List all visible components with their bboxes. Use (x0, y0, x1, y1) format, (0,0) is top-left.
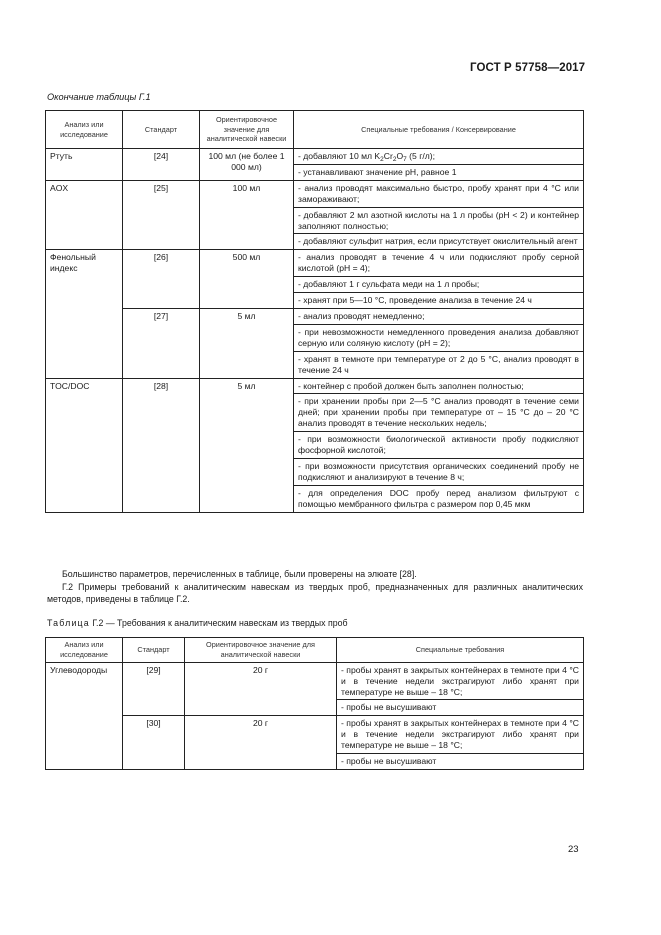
column-header-standard: Стандарт (123, 638, 185, 663)
column-header-requirements: Специальные требования (337, 638, 584, 663)
table-header-row (46, 111, 584, 149)
table1-caption: Окончание таблицы Г.1 (47, 92, 151, 102)
table-row (46, 180, 584, 250)
cell-value: 5 мл (200, 378, 294, 512)
document-code: ГОСТ Р 57758—2017 (470, 62, 586, 74)
requirement-item: - для определения DOC пробу перед анализом фильтруют с помощью мембранного фильтра с размером пор 0,45 мкм (294, 485, 583, 510)
table-g2 (45, 637, 584, 770)
paragraph-g2: Г.2 Примеры требований к аналитическим навескам из твердых проб, предназначенных для различных аналитических методов, приведены в таблице Г.2. (47, 582, 583, 604)
cell-requirements (337, 662, 584, 716)
requirement-item: - при возможности присутствия органических соединений пробу не подкисляют и анализируют в течение 8 ч; (294, 458, 583, 483)
table-header-row (46, 638, 584, 663)
table-row (46, 378, 584, 512)
cell-value: 5 мл (200, 308, 294, 378)
cell-requirements (294, 180, 584, 250)
formula-text: O (396, 151, 404, 161)
column-header-value: Ориентировочное значение для аналитической навески (185, 638, 337, 663)
table2-caption (47, 618, 348, 628)
requirement-item: - пробы хранят в закрытых контейнерах в темноте при 4 °С и в течение недели экстрагируют либо хранят при температуре не выше – 18 °С; (341, 664, 579, 697)
requirement-item: - анализ проводят в течение 4 ч или подкисляют пробу серной кислотой (рН = 4); (298, 252, 579, 274)
cell-requirements (294, 149, 584, 181)
column-header-standard: Стандарт (123, 111, 200, 149)
cell-analysis: AOX (46, 180, 123, 250)
table-row (46, 308, 584, 378)
cell-standard: [25] (123, 180, 200, 250)
cell-requirements (294, 308, 584, 378)
formula-text: Cr (383, 151, 393, 161)
cell-value: 20 г (185, 662, 337, 716)
requirement-item: - добавляют 2 мл азотной кислоты на 1 л пробы (рН < 2) и контейнер заполняют полностью; (294, 207, 583, 232)
requirement-item: - хранят в темноте при температуре от 2 до 5 °С, анализ проводят в течение 24 ч (294, 351, 583, 376)
cell-requirements (294, 250, 584, 309)
column-header-analysis: Анализ или исследование (46, 111, 123, 149)
formula-subscript: 2 (380, 156, 384, 163)
column-header-requirements: Специальные требования / Консервирование (294, 111, 584, 149)
cell-value: 500 мл (200, 250, 294, 309)
table-row (46, 716, 584, 770)
requirement-item: - добавляют сульфит натрия, если присутствует окислительный агент (294, 233, 583, 247)
table2-caption-prefix: Таблица (47, 618, 90, 628)
cell-standard: [24] (123, 149, 200, 181)
table-row (46, 662, 584, 716)
cell-standard: [27] (123, 308, 200, 378)
requirement-item (294, 151, 583, 162)
table-row (46, 250, 584, 309)
formula-text: - добавляют 10 мл K (298, 151, 381, 161)
table-row (46, 149, 584, 181)
cell-analysis: Углеводороды (46, 662, 123, 769)
cell-value: 20 г (185, 716, 337, 770)
table2-caption-text: Г.2 — Требования к аналитическим навескам из твердых проб (89, 618, 348, 628)
requirement-item: - пробы не высушивают (337, 699, 583, 713)
formula-subscript: 7 (403, 156, 407, 163)
requirement-item: - при хранении пробы при 2—5 °С анализ проводят в течение семи дней; при хранении пробы при температуре от – 15 °С до – 20 °С анализ проводят в течение нескольких недель; (294, 393, 583, 429)
requirement-item: - при невозможности немедленного проведения анализа добавляют серную или соляную кислоту (рН = 2); (294, 324, 583, 349)
requirement-item: - хранят при 5—10 °С, проведение анализа в течение 24 ч (294, 292, 583, 306)
cell-standard: [26] (123, 250, 200, 309)
page-number: 23 (568, 844, 579, 855)
cell-analysis: TOC/DOC (46, 378, 123, 512)
cell-requirements (294, 378, 584, 512)
cell-requirements (337, 716, 584, 770)
table-g1 (45, 110, 584, 513)
cell-value: 100 мл (200, 180, 294, 250)
requirement-item: - анализ проводят немедленно; (298, 310, 425, 321)
formula-subscript: 2 (392, 156, 397, 163)
requirement-item: - при возможности биологической активности пробу подкисляют фосфорной кислотой; (294, 431, 583, 456)
requirement-item: - анализ проводят максимально быстро, пробу хранят при 4 °С или замораживают; (298, 182, 579, 204)
cell-analysis: Ртуть (46, 149, 123, 181)
requirement-item: - устанавливают значение рН, равное 1 (294, 164, 583, 178)
column-header-value: Ориентировочное значение для аналитической навески (200, 111, 294, 149)
cell-standard: [28] (123, 378, 200, 512)
formula-text: (5 г/л); (406, 151, 435, 161)
cell-value: 100 мл (не более 1 000 мл) (200, 149, 294, 181)
cell-analysis: Фенольный индекс (46, 250, 123, 378)
requirement-item: - добавляют 1 г сульфата меди на 1 л пробы; (294, 276, 583, 290)
paragraph-note: Большинство параметров, перечисленных в таблице, были проверены на элюате [28]. (62, 569, 417, 579)
cell-standard: [29] (123, 662, 185, 716)
requirement-item: - пробы хранят в закрытых контейнерах в темноте при 4 °С и в течение недели экстрагируют либо хранят при температуре не выше – 18 °С; (341, 718, 579, 751)
requirement-item: - пробы не высушивают (337, 753, 583, 767)
column-header-analysis: Анализ или исследование (46, 638, 123, 663)
cell-standard: [30] (123, 716, 185, 770)
requirement-item: - контейнер с пробой должен быть заполнен полностью; (298, 380, 524, 391)
